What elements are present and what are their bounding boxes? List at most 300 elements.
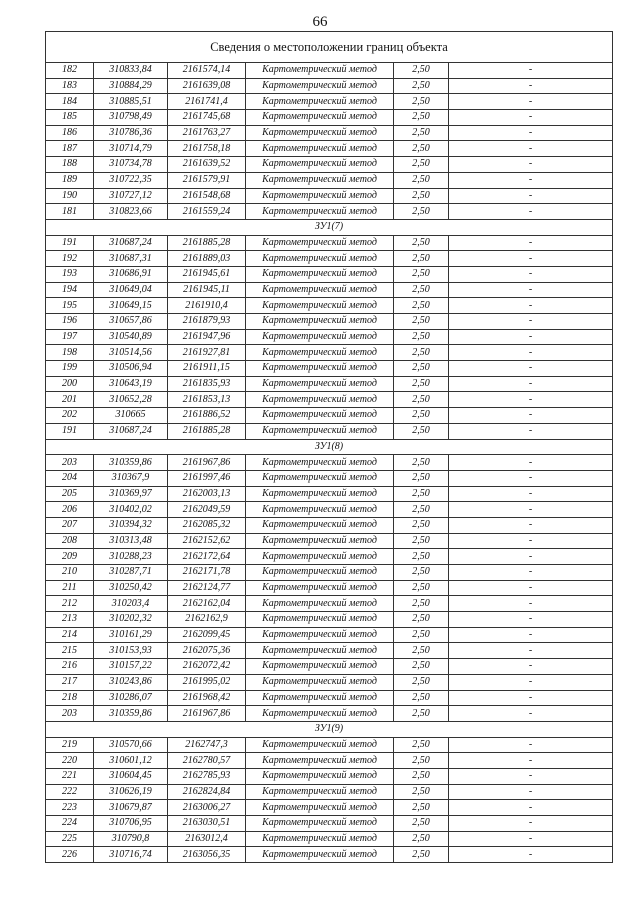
point-number-cell: 208 — [46, 533, 94, 549]
table-row — [46, 78, 613, 94]
note-cell: - — [449, 596, 613, 612]
section-row — [46, 721, 613, 737]
note-cell: - — [449, 612, 613, 628]
point-number-cell: 187 — [46, 141, 94, 157]
y-coordinate-cell: 2162780,57 — [168, 753, 246, 769]
y-coordinate-cell: 2161579,91 — [168, 172, 246, 188]
point-number-cell: 222 — [46, 784, 94, 800]
y-coordinate-cell: 2161835,93 — [168, 376, 246, 392]
point-number-cell: 182 — [46, 63, 94, 79]
method-cell: Картометрический метод — [246, 847, 394, 863]
table-row — [46, 627, 613, 643]
table-row — [46, 282, 613, 298]
note-cell: - — [449, 690, 613, 706]
method-cell: Картометрический метод — [246, 470, 394, 486]
x-coordinate-cell: 310367,9 — [94, 470, 168, 486]
point-number-cell: 185 — [46, 110, 94, 126]
precision-cell: 2,50 — [394, 172, 449, 188]
method-cell: Картометрический метод — [246, 110, 394, 126]
table-row — [46, 517, 613, 533]
y-coordinate-cell: 2162785,93 — [168, 768, 246, 784]
precision-cell: 2,50 — [394, 455, 449, 471]
page-number: 66 — [312, 14, 328, 30]
method-cell: Картометрический метод — [246, 78, 394, 94]
y-coordinate-cell: 2161548,68 — [168, 188, 246, 204]
point-number-cell: 194 — [46, 282, 94, 298]
method-cell: Картометрический метод — [246, 329, 394, 345]
note-cell: - — [449, 345, 613, 361]
x-coordinate-cell: 310153,93 — [94, 643, 168, 659]
y-coordinate-cell: 2161885,28 — [168, 235, 246, 251]
note-cell: - — [449, 643, 613, 659]
point-number-cell: 191 — [46, 235, 94, 251]
table-row — [46, 314, 613, 330]
method-cell: Картометрический метод — [246, 816, 394, 832]
method-cell: Картометрический метод — [246, 768, 394, 784]
method-cell: Картометрический метод — [246, 172, 394, 188]
note-cell: - — [449, 502, 613, 518]
precision-cell: 2,50 — [394, 157, 449, 173]
precision-cell: 2,50 — [394, 659, 449, 675]
point-number-cell: 207 — [46, 517, 94, 533]
precision-cell: 2,50 — [394, 423, 449, 439]
table-row — [46, 580, 613, 596]
x-coordinate-cell: 310714,79 — [94, 141, 168, 157]
point-number-cell: 221 — [46, 768, 94, 784]
precision-cell: 2,50 — [394, 549, 449, 565]
point-number-cell: 196 — [46, 314, 94, 330]
method-cell: Картометрический метод — [246, 533, 394, 549]
table-row — [46, 266, 613, 282]
precision-cell: 2,50 — [394, 251, 449, 267]
point-number-cell: 188 — [46, 157, 94, 173]
method-cell: Картометрический метод — [246, 659, 394, 675]
point-number-cell: 218 — [46, 690, 94, 706]
precision-cell: 2,50 — [394, 94, 449, 110]
precision-cell: 2,50 — [394, 533, 449, 549]
y-coordinate-cell: 2161945,11 — [168, 282, 246, 298]
precision-cell: 2,50 — [394, 110, 449, 126]
y-coordinate-cell: 2161968,42 — [168, 690, 246, 706]
x-coordinate-cell: 310369,97 — [94, 486, 168, 502]
point-number-cell: 189 — [46, 172, 94, 188]
method-cell: Картометрический метод — [246, 361, 394, 377]
table-row — [46, 376, 613, 392]
point-number-cell: 215 — [46, 643, 94, 659]
method-cell: Картометрический метод — [246, 643, 394, 659]
note-cell: - — [449, 235, 613, 251]
table-row — [46, 674, 613, 690]
table-row — [46, 737, 613, 753]
table-row — [46, 345, 613, 361]
y-coordinate-cell: 2162099,45 — [168, 627, 246, 643]
precision-cell: 2,50 — [394, 706, 449, 722]
table-row — [46, 784, 613, 800]
table-row — [46, 251, 613, 267]
table-row — [46, 486, 613, 502]
note-cell: - — [449, 784, 613, 800]
table-row — [46, 847, 613, 863]
note-cell: - — [449, 831, 613, 847]
y-coordinate-cell: 2161997,46 — [168, 470, 246, 486]
note-cell: - — [449, 627, 613, 643]
x-coordinate-cell: 310657,86 — [94, 314, 168, 330]
y-coordinate-cell: 2162075,36 — [168, 643, 246, 659]
y-coordinate-cell: 2162824,84 — [168, 784, 246, 800]
x-coordinate-cell: 310161,29 — [94, 627, 168, 643]
note-cell: - — [449, 517, 613, 533]
table-row — [46, 502, 613, 518]
point-number-cell: 186 — [46, 125, 94, 141]
y-coordinate-cell: 2161945,61 — [168, 266, 246, 282]
x-coordinate-cell: 310626,19 — [94, 784, 168, 800]
note-cell: - — [449, 768, 613, 784]
precision-cell: 2,50 — [394, 204, 449, 220]
method-cell: Картометрический метод — [246, 125, 394, 141]
note-cell: - — [449, 455, 613, 471]
method-cell: Картометрический метод — [246, 502, 394, 518]
precision-cell: 2,50 — [394, 63, 449, 79]
x-coordinate-cell: 310394,32 — [94, 517, 168, 533]
precision-cell: 2,50 — [394, 612, 449, 628]
note-cell: - — [449, 659, 613, 675]
point-number-cell: 193 — [46, 266, 94, 282]
y-coordinate-cell: 2163056,35 — [168, 847, 246, 863]
table-row — [46, 470, 613, 486]
table-body — [46, 32, 613, 863]
note-cell: - — [449, 157, 613, 173]
point-number-cell: 217 — [46, 674, 94, 690]
x-coordinate-cell: 310203,4 — [94, 596, 168, 612]
y-coordinate-cell: 2161639,52 — [168, 157, 246, 173]
precision-cell: 2,50 — [394, 502, 449, 518]
note-cell: - — [449, 847, 613, 863]
note-cell: - — [449, 753, 613, 769]
method-cell: Картометрический метод — [246, 831, 394, 847]
precision-cell: 2,50 — [394, 800, 449, 816]
x-coordinate-cell: 310313,48 — [94, 533, 168, 549]
precision-cell: 2,50 — [394, 266, 449, 282]
y-coordinate-cell: 2161967,86 — [168, 455, 246, 471]
note-cell: - — [449, 78, 613, 94]
y-coordinate-cell: 2162162,04 — [168, 596, 246, 612]
method-cell: Картометрический метод — [246, 141, 394, 157]
precision-cell: 2,50 — [394, 282, 449, 298]
boundary-coordinates-table — [45, 31, 613, 863]
method-cell: Картометрический метод — [246, 674, 394, 690]
table-row — [46, 455, 613, 471]
note-cell: - — [449, 486, 613, 502]
y-coordinate-cell: 2161889,03 — [168, 251, 246, 267]
note-cell: - — [449, 423, 613, 439]
x-coordinate-cell: 310722,35 — [94, 172, 168, 188]
method-cell: Картометрический метод — [246, 423, 394, 439]
point-number-cell: 203 — [46, 706, 94, 722]
point-number-cell: 209 — [46, 549, 94, 565]
note-cell: - — [449, 706, 613, 722]
y-coordinate-cell: 2161995,02 — [168, 674, 246, 690]
table-row — [46, 63, 613, 79]
precision-cell: 2,50 — [394, 78, 449, 94]
table-row — [46, 423, 613, 439]
method-cell: Картометрический метод — [246, 282, 394, 298]
table-row — [46, 816, 613, 832]
method-cell: Картометрический метод — [246, 580, 394, 596]
note-cell: - — [449, 361, 613, 377]
table-row — [46, 157, 613, 173]
method-cell: Картометрический метод — [246, 517, 394, 533]
precision-cell: 2,50 — [394, 314, 449, 330]
method-cell: Картометрический метод — [246, 784, 394, 800]
x-coordinate-cell: 310734,78 — [94, 157, 168, 173]
precision-cell: 2,50 — [394, 361, 449, 377]
method-cell: Картометрический метод — [246, 455, 394, 471]
method-cell: Картометрический метод — [246, 204, 394, 220]
y-coordinate-cell: 2162172,64 — [168, 549, 246, 565]
method-cell: Картометрический метод — [246, 706, 394, 722]
method-cell: Картометрический метод — [246, 800, 394, 816]
note-cell: - — [449, 376, 613, 392]
point-number-cell: 219 — [46, 737, 94, 753]
table-row — [46, 643, 613, 659]
method-cell: Картометрический метод — [246, 345, 394, 361]
method-cell: Картометрический метод — [246, 63, 394, 79]
table-row — [46, 831, 613, 847]
y-coordinate-cell: 2163012,4 — [168, 831, 246, 847]
x-coordinate-cell: 310823,66 — [94, 204, 168, 220]
point-number-cell: 223 — [46, 800, 94, 816]
x-coordinate-cell: 310798,49 — [94, 110, 168, 126]
table-row — [46, 329, 613, 345]
y-coordinate-cell: 2162124,77 — [168, 580, 246, 596]
y-coordinate-cell: 2162085,32 — [168, 517, 246, 533]
note-cell: - — [449, 63, 613, 79]
precision-cell: 2,50 — [394, 768, 449, 784]
note-cell: - — [449, 125, 613, 141]
method-cell: Картометрический метод — [246, 314, 394, 330]
note-cell: - — [449, 737, 613, 753]
y-coordinate-cell: 2161886,52 — [168, 408, 246, 424]
table-row — [46, 141, 613, 157]
precision-cell: 2,50 — [394, 737, 449, 753]
x-coordinate-cell: 310157,22 — [94, 659, 168, 675]
method-cell: Картометрический метод — [246, 612, 394, 628]
precision-cell: 2,50 — [394, 345, 449, 361]
y-coordinate-cell: 2161911,15 — [168, 361, 246, 377]
point-number-cell: 183 — [46, 78, 94, 94]
x-coordinate-cell: 310833,84 — [94, 63, 168, 79]
x-coordinate-cell: 310202,32 — [94, 612, 168, 628]
note-cell: - — [449, 251, 613, 267]
y-coordinate-cell: 2161574,14 — [168, 63, 246, 79]
point-number-cell: 199 — [46, 361, 94, 377]
point-number-cell: 198 — [46, 345, 94, 361]
precision-cell: 2,50 — [394, 565, 449, 581]
precision-cell: 2,50 — [394, 470, 449, 486]
x-coordinate-cell: 310288,23 — [94, 549, 168, 565]
method-cell: Картометрический метод — [246, 298, 394, 314]
point-number-cell: 220 — [46, 753, 94, 769]
table-row — [46, 172, 613, 188]
x-coordinate-cell: 310250,42 — [94, 580, 168, 596]
y-coordinate-cell: 2162747,3 — [168, 737, 246, 753]
precision-cell: 2,50 — [394, 580, 449, 596]
x-coordinate-cell: 310359,86 — [94, 455, 168, 471]
method-cell: Картометрический метод — [246, 392, 394, 408]
table-row — [46, 753, 613, 769]
note-cell: - — [449, 800, 613, 816]
y-coordinate-cell: 2161967,86 — [168, 706, 246, 722]
method-cell: Картометрический метод — [246, 408, 394, 424]
x-coordinate-cell: 310643,19 — [94, 376, 168, 392]
point-number-cell: 203 — [46, 455, 94, 471]
table-row — [46, 204, 613, 220]
point-number-cell: 224 — [46, 816, 94, 832]
precision-cell: 2,50 — [394, 188, 449, 204]
method-cell: Картометрический метод — [246, 266, 394, 282]
y-coordinate-cell: 2161763,27 — [168, 125, 246, 141]
x-coordinate-cell: 310243,86 — [94, 674, 168, 690]
table-row — [46, 659, 613, 675]
method-cell: Картометрический метод — [246, 737, 394, 753]
table-row — [46, 235, 613, 251]
precision-cell: 2,50 — [394, 816, 449, 832]
note-cell: - — [449, 282, 613, 298]
precision-cell: 2,50 — [394, 486, 449, 502]
precision-cell: 2,50 — [394, 125, 449, 141]
x-coordinate-cell: 310687,24 — [94, 423, 168, 439]
y-coordinate-cell: 2161910,4 — [168, 298, 246, 314]
note-cell: - — [449, 392, 613, 408]
note-cell: - — [449, 110, 613, 126]
y-coordinate-cell: 2161741,4 — [168, 94, 246, 110]
y-coordinate-cell: 2161758,18 — [168, 141, 246, 157]
table-row — [46, 706, 613, 722]
note-cell: - — [449, 314, 613, 330]
y-coordinate-cell: 2161885,28 — [168, 423, 246, 439]
table-row — [46, 298, 613, 314]
y-coordinate-cell: 2161745,68 — [168, 110, 246, 126]
y-coordinate-cell: 2161927,81 — [168, 345, 246, 361]
point-number-cell: 184 — [46, 94, 94, 110]
section-row — [46, 219, 613, 235]
note-cell: - — [449, 470, 613, 486]
section-label: ЗУ1(7) — [46, 219, 613, 235]
method-cell: Картометрический метод — [246, 753, 394, 769]
note-cell: - — [449, 94, 613, 110]
table-row — [46, 125, 613, 141]
y-coordinate-cell: 2161853,13 — [168, 392, 246, 408]
method-cell: Картометрический метод — [246, 549, 394, 565]
x-coordinate-cell: 310686,91 — [94, 266, 168, 282]
precision-cell: 2,50 — [394, 392, 449, 408]
y-coordinate-cell: 2161947,96 — [168, 329, 246, 345]
note-cell: - — [449, 580, 613, 596]
table-row — [46, 549, 613, 565]
table-row — [46, 110, 613, 126]
point-number-cell: 214 — [46, 627, 94, 643]
point-number-cell: 192 — [46, 251, 94, 267]
point-number-cell: 200 — [46, 376, 94, 392]
precision-cell: 2,50 — [394, 753, 449, 769]
method-cell: Картометрический метод — [246, 486, 394, 502]
table-row — [46, 565, 613, 581]
precision-cell: 2,50 — [394, 596, 449, 612]
x-coordinate-cell: 310359,86 — [94, 706, 168, 722]
point-number-cell: 216 — [46, 659, 94, 675]
method-cell: Картометрический метод — [246, 235, 394, 251]
x-coordinate-cell: 310649,15 — [94, 298, 168, 314]
note-cell: - — [449, 816, 613, 832]
method-cell: Картометрический метод — [246, 157, 394, 173]
method-cell: Картометрический метод — [246, 94, 394, 110]
table-row — [46, 392, 613, 408]
table-title: Сведения о местоположении границ объекта — [46, 32, 613, 63]
point-number-cell: 225 — [46, 831, 94, 847]
precision-cell: 2,50 — [394, 376, 449, 392]
point-number-cell: 205 — [46, 486, 94, 502]
table-row — [46, 408, 613, 424]
table-row — [46, 690, 613, 706]
precision-cell: 2,50 — [394, 643, 449, 659]
table-row — [46, 596, 613, 612]
x-coordinate-cell: 310679,87 — [94, 800, 168, 816]
note-cell: - — [449, 533, 613, 549]
note-cell: - — [449, 565, 613, 581]
table-row — [46, 612, 613, 628]
table-row — [46, 768, 613, 784]
point-number-cell: 212 — [46, 596, 94, 612]
x-coordinate-cell: 310601,12 — [94, 753, 168, 769]
method-cell: Картометрический метод — [246, 565, 394, 581]
point-number-cell: 190 — [46, 188, 94, 204]
y-coordinate-cell: 2162162,9 — [168, 612, 246, 628]
y-coordinate-cell: 2163006,27 — [168, 800, 246, 816]
x-coordinate-cell: 310786,36 — [94, 125, 168, 141]
note-cell: - — [449, 141, 613, 157]
x-coordinate-cell: 310727,12 — [94, 188, 168, 204]
point-number-cell: 181 — [46, 204, 94, 220]
y-coordinate-cell: 2162152,62 — [168, 533, 246, 549]
y-coordinate-cell: 2162072,42 — [168, 659, 246, 675]
section-row — [46, 439, 613, 455]
note-cell: - — [449, 298, 613, 314]
precision-cell: 2,50 — [394, 784, 449, 800]
precision-cell: 2,50 — [394, 674, 449, 690]
precision-cell: 2,50 — [394, 141, 449, 157]
table-row — [46, 533, 613, 549]
point-number-cell: 206 — [46, 502, 94, 518]
note-cell: - — [449, 549, 613, 565]
x-coordinate-cell: 310287,71 — [94, 565, 168, 581]
note-cell: - — [449, 408, 613, 424]
x-coordinate-cell: 310716,74 — [94, 847, 168, 863]
y-coordinate-cell: 2161559,24 — [168, 204, 246, 220]
precision-cell: 2,50 — [394, 235, 449, 251]
x-coordinate-cell: 310884,29 — [94, 78, 168, 94]
precision-cell: 2,50 — [394, 298, 449, 314]
note-cell: - — [449, 172, 613, 188]
x-coordinate-cell: 310885,51 — [94, 94, 168, 110]
method-cell: Картометрический метод — [246, 627, 394, 643]
x-coordinate-cell: 310790,8 — [94, 831, 168, 847]
table-row — [46, 800, 613, 816]
y-coordinate-cell: 2162049,59 — [168, 502, 246, 518]
table-row — [46, 188, 613, 204]
y-coordinate-cell: 2161639,08 — [168, 78, 246, 94]
table-title-row — [46, 32, 613, 63]
point-number-cell: 204 — [46, 470, 94, 486]
